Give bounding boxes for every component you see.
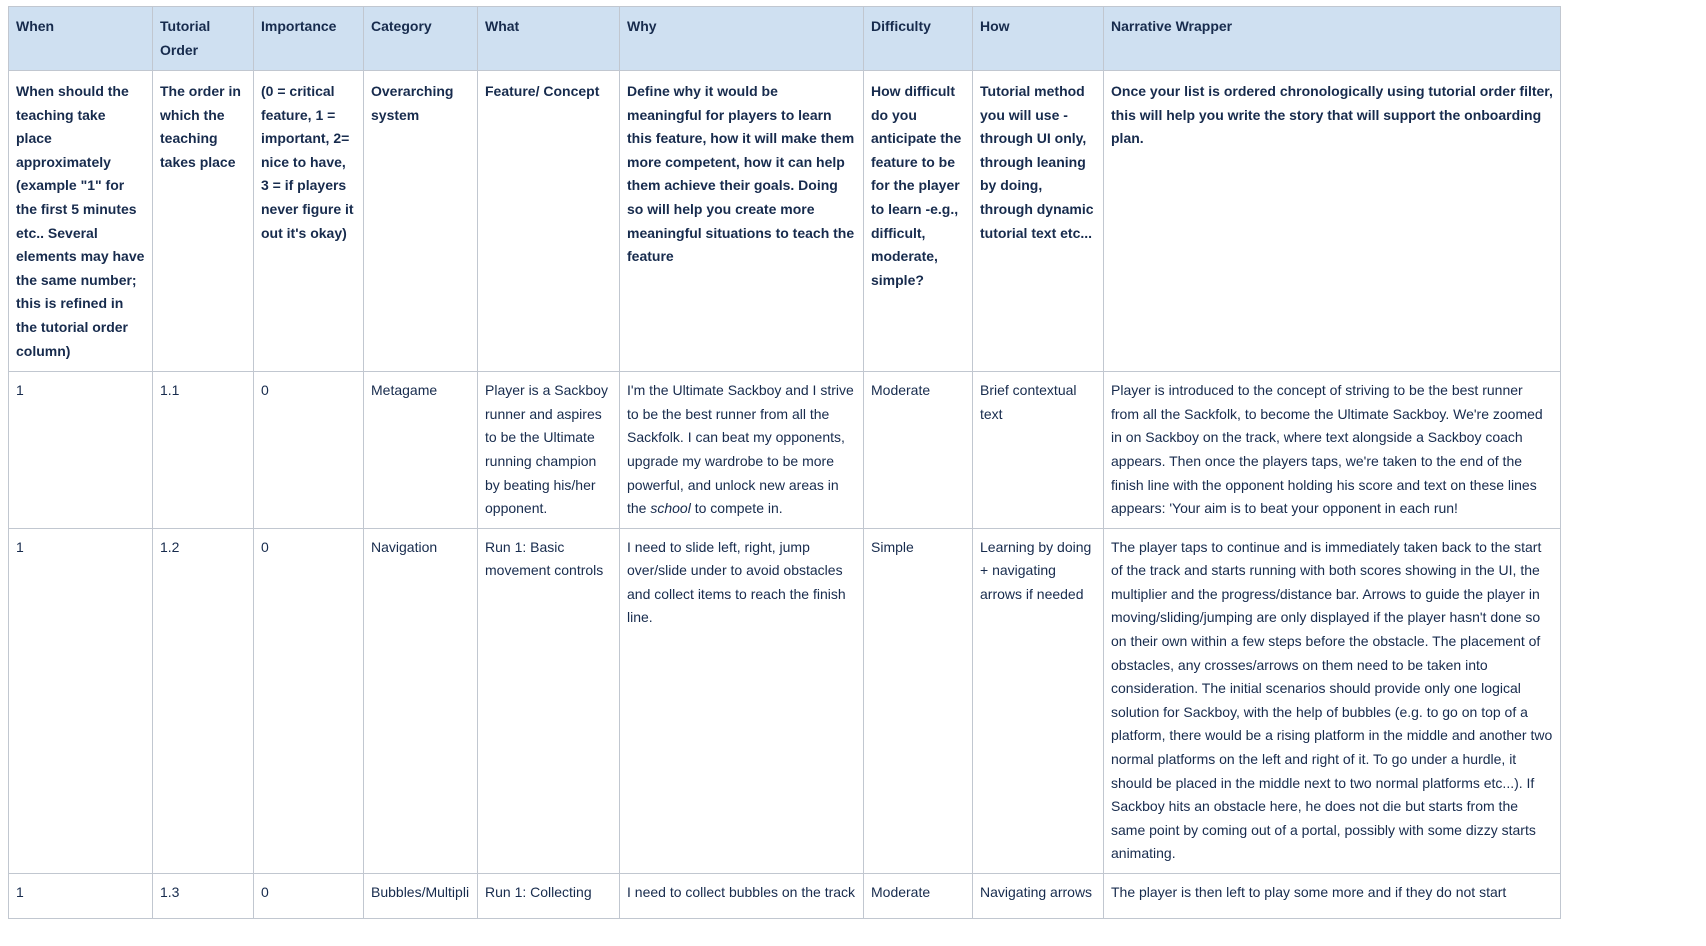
cell-category: Bubbles/Multipli	[364, 874, 478, 919]
cell-category: Metagame	[364, 372, 478, 529]
cell-difficulty: Moderate	[864, 874, 973, 919]
header-when: When	[9, 7, 153, 71]
cell-importance: 0	[254, 528, 364, 873]
cell-when: 1	[9, 372, 153, 529]
cell-when: 1	[9, 874, 153, 919]
cell-why	[620, 372, 864, 529]
desc-importance: (0 = critical feature, 1 = important, 2= nice to have, 3 = if players never figure it out it's okay)	[254, 71, 364, 372]
desc-category: Overarching system	[364, 71, 478, 372]
table-header-row	[9, 7, 1561, 71]
cell-narrative-wrapper: The player taps to continue and is immediately taken back to the start of the track and starts running with both scores showing in the UI, the multiplier and the progress/distance bar. Arrows to guide the player in moving/sliding/jumping are only displayed if the player hasn't done so on their own within a few steps before the obstacle. The placement of obstacles, any crosses/arrows on them need to be taken into consideration. The initial scenarios should provide only one logical solution for Sackboy, with the help of bubbles (e.g. to go on top of a platform, there would be a rising platform in the middle and another two normal platforms on the left and right of it. To go under a hurdle, it should be placed in the middle next to two normal platforms etc...). If Sackboy hits an obstacle here, he does not die but starts from the same point by coming out of a portal, possibly with some dizzy starts animating.	[1104, 528, 1561, 873]
cell-how: Navigating arrows	[973, 874, 1104, 919]
cell-difficulty: Moderate	[864, 372, 973, 529]
header-difficulty: Difficulty	[864, 7, 973, 71]
cell-what: Run 1: Basic movement controls	[478, 528, 620, 873]
desc-tutorial-order: The order in which the teaching takes place	[153, 71, 254, 372]
table-row	[9, 874, 1561, 919]
cell-how: Learning by doing + navigating arrows if needed	[973, 528, 1104, 873]
cell-tutorial-order: 1.2	[153, 528, 254, 873]
header-narrative-wrapper: Narrative Wrapper	[1104, 7, 1561, 71]
cell-narrative-wrapper: The player is then left to play some more and if they do not start	[1104, 874, 1561, 919]
header-why: Why	[620, 7, 864, 71]
description-row	[9, 71, 1561, 372]
desc-difficulty: How difficult do you anticipate the feature to be for the player to learn -e.g., difficult, moderate, simple?	[864, 71, 973, 372]
cell-tutorial-order: 1.1	[153, 372, 254, 529]
desc-what: Feature/ Concept	[478, 71, 620, 372]
desc-why: Define why it would be meaningful for players to learn this feature, how it will make them more competent, how it can help them achieve their goals. Doing so will help you create more meaningful situations to teach the feature	[620, 71, 864, 372]
desc-narrative-wrapper: Once your list is ordered chronologically using tutorial order filter, this will help you write the story that will support the onboarding plan.	[1104, 71, 1561, 372]
desc-when: When should the teaching take place approximately (example "1" for the first 5 minutes etc.. Several elements may have the same number; this is refined in the tutorial order column)	[9, 71, 153, 372]
onboarding-plan-table	[8, 6, 1561, 919]
cell-what: Run 1: Collecting	[478, 874, 620, 919]
desc-how: Tutorial method you will use - through UI only, through leaning by doing, through dynamic tutorial text etc...	[973, 71, 1104, 372]
cell-why: I need to collect bubbles on the track	[620, 874, 864, 919]
cell-difficulty: Simple	[864, 528, 973, 873]
cell-what: Player is a Sackboy runner and aspires to be the Ultimate running champion by beating his/her opponent.	[478, 372, 620, 529]
why-text-before: I'm the Ultimate Sackboy and I strive to be the best runner from all the Sackfolk. I can beat my opponents, upgrade my wardrobe to be more powerful, and unlock new areas in the	[627, 382, 854, 517]
header-category: Category	[364, 7, 478, 71]
why-text-emphasis: school	[650, 500, 691, 517]
onboarding-table-container[interactable]	[8, 6, 1560, 900]
cell-category: Navigation	[364, 528, 478, 873]
header-importance: Importance	[254, 7, 364, 71]
cell-how: Brief contextual text	[973, 372, 1104, 529]
cell-why: I need to slide left, right, jump over/slide under to avoid obstacles and collect items to reach the finish line.	[620, 528, 864, 873]
cell-importance: 0	[254, 372, 364, 529]
header-tutorial-order: Tutorial Order	[153, 7, 254, 71]
header-what: What	[478, 7, 620, 71]
why-text-after: to compete in.	[690, 500, 783, 517]
cell-tutorial-order: 1.3	[153, 874, 254, 919]
cell-when: 1	[9, 528, 153, 873]
table-row	[9, 372, 1561, 529]
cell-importance: 0	[254, 874, 364, 919]
cell-narrative-wrapper: Player is introduced to the concept of striving to be the best runner from all the Sackfolk, to become the Ultimate Sackboy. We're zoomed in on Sackboy on the track, where text alongside a Sackboy coach appears. Then once the players taps, we're taken to the end of the finish line with the opponent holding his score and text on these lines appears: 'Your aim is to beat your opponent in each run!	[1104, 372, 1561, 529]
table-row	[9, 528, 1561, 873]
header-how: How	[973, 7, 1104, 71]
